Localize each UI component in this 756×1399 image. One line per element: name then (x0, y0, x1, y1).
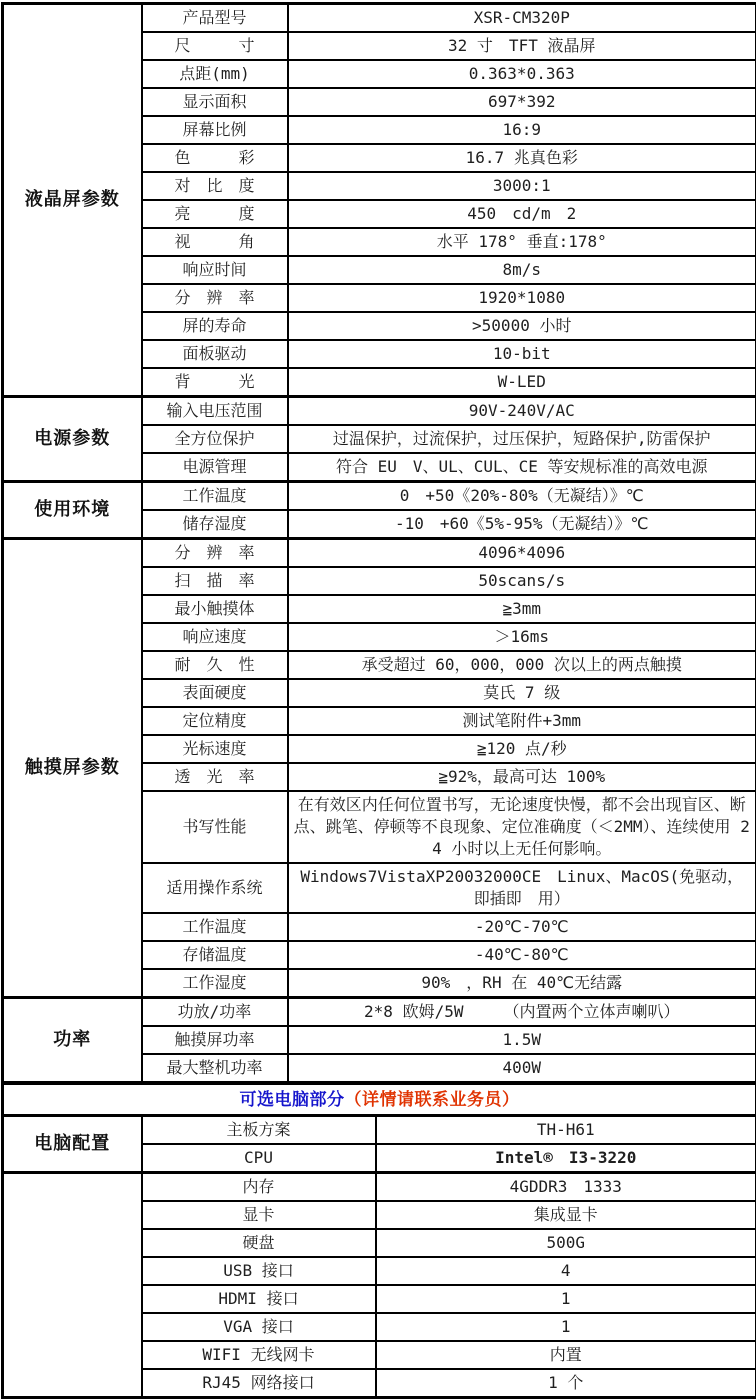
spec-label: 耐 久 性 (142, 651, 288, 679)
spec-label: 全方位保护 (142, 425, 288, 453)
spec-value: 水平 178° 垂直:178° (288, 228, 756, 256)
spec-label: 工作温度 (142, 482, 288, 511)
category-cell (3, 1173, 142, 1398)
spec-value: -10 +60《5%-95%（无凝结）》℃ (288, 510, 756, 539)
spec-label: 主板方案 (142, 1116, 376, 1145)
spec-value: 1 个 (376, 1369, 756, 1398)
optional-pc-label: 可选电脑部分 (240, 1090, 345, 1110)
spec-value: 过温保护，过流保护，过压保护，短路保护,防雷保护 (288, 425, 756, 453)
spec-value: 3000:1 (288, 172, 756, 200)
spec-value: -20℃-70℃ (288, 913, 756, 941)
spec-value: 内置 (376, 1341, 756, 1369)
spec-label: 硬盘 (142, 1229, 376, 1257)
spec-value: 莫氏 7 级 (288, 679, 756, 707)
optional-pc-banner-row (3, 1084, 756, 1116)
spec-label: 存储温度 (142, 941, 288, 969)
spec-label: 适用操作系统 (142, 863, 288, 913)
pc-config-table (1, 1083, 756, 1399)
spec-label: 最大整机功率 (142, 1054, 288, 1082)
spec-label: 响应速度 (142, 623, 288, 651)
spec-label: RJ45 网络接口 (142, 1369, 376, 1398)
category-cell: 电源参数 (3, 397, 142, 482)
spec-value: 32 寸 TFT 液晶屏 (288, 32, 756, 60)
spec-value: >50000 小时 (288, 312, 756, 340)
spec-value: 450 cd/m 2 (288, 200, 756, 228)
spec-value: 50scans/s (288, 567, 756, 595)
spec-value: 符合 EU V、UL、CUL、CE 等安规标准的高效电源 (288, 453, 756, 482)
spec-value: 16.7 兆真色彩 (288, 144, 756, 172)
spec-label: 显示面积 (142, 88, 288, 116)
spec-value: -40℃-80℃ (288, 941, 756, 969)
spec-value: 10-bit (288, 340, 756, 368)
spec-value: Windows7VistaXP20032000CE Linux、MacOS(免驱动，即插即 用） (288, 863, 756, 913)
optional-pc-banner-cell (3, 1084, 756, 1116)
spec-value: 1 (376, 1285, 756, 1313)
spec-value: 400W (288, 1054, 756, 1082)
spec-row (3, 397, 756, 426)
spec-label: 储存湿度 (142, 510, 288, 539)
category-cell: 触摸屏参数 (3, 539, 142, 998)
spec-label: USB 接口 (142, 1257, 376, 1285)
spec-label: 亮 度 (142, 200, 288, 228)
spec-label: 光标速度 (142, 735, 288, 763)
spec-label: 表面硬度 (142, 679, 288, 707)
spec-value: 90% ，RH 在 40℃无结露 (288, 969, 756, 998)
spec-label: 产品型号 (142, 4, 288, 33)
spec-label: 尺 寸 (142, 32, 288, 60)
spec-label: 工作温度 (142, 913, 288, 941)
spec-value: 承受超过 60，000，000 次以上的两点触摸 (288, 651, 756, 679)
spec-value: 测试笔附件+3mm (288, 707, 756, 735)
spec-value: 90V-240V/AC (288, 397, 756, 426)
spec-label: 分 辨 率 (142, 539, 288, 568)
spec-row (3, 1173, 756, 1202)
spec-value: ≧92%，最高可达 100% (288, 763, 756, 791)
spec-label: 显卡 (142, 1201, 376, 1229)
spec-row (3, 998, 756, 1027)
spec-value: ＞16ms (288, 623, 756, 651)
category-cell: 使用环境 (3, 482, 142, 539)
spec-value: 4096*4096 (288, 539, 756, 568)
spec-value: 16:9 (288, 116, 756, 144)
spec-row (3, 482, 756, 511)
spec-label: 功放/功率 (142, 998, 288, 1027)
spec-value: 1920*1080 (288, 284, 756, 312)
spec-label: 色 彩 (142, 144, 288, 172)
spec-label: 内存 (142, 1173, 376, 1202)
spec-label: 触摸屏功率 (142, 1026, 288, 1054)
spec-value: Intel® I3-3220 (376, 1144, 756, 1173)
contact-note: （详情请联系业务员） (345, 1090, 520, 1110)
spec-value: 500G (376, 1229, 756, 1257)
spec-label: 书写性能 (142, 791, 288, 863)
spec-value: TH-H61 (376, 1116, 756, 1145)
spec-value: 4 (376, 1257, 756, 1285)
spec-label: 透 光 率 (142, 763, 288, 791)
spec-label: 屏幕比例 (142, 116, 288, 144)
spec-label: WIFI 无线网卡 (142, 1341, 376, 1369)
spec-row (3, 1116, 756, 1145)
spec-label: VGA 接口 (142, 1313, 376, 1341)
spec-value: 0.363*0.363 (288, 60, 756, 88)
spec-value: 8m/s (288, 256, 756, 284)
spec-label: 分 辨 率 (142, 284, 288, 312)
pc-table-body (3, 1084, 756, 1398)
spec-value: 在有效区内任何位置书写，无论速度快慢，都不会出现盲区、断点、跳笔、停顿等不良现象、定位准确度（＜2MM）、连续使用 24 小时以上无任何影响。 (288, 791, 756, 863)
spec-label: CPU (142, 1144, 376, 1173)
spec-label: 定位精度 (142, 707, 288, 735)
spec-label: 电源管理 (142, 453, 288, 482)
spec-row (3, 539, 756, 568)
spec-label: 面板驱动 (142, 340, 288, 368)
spec-value: 2*8 欧姆/5W （内置两个立体声喇叭） (288, 998, 756, 1027)
spec-table-body (3, 4, 756, 1083)
spec-label: 点距(mm) (142, 60, 288, 88)
spec-label: 扫 描 率 (142, 567, 288, 595)
spec-value: ≧120 点/秒 (288, 735, 756, 763)
spec-table (1, 2, 756, 1083)
category-cell: 液晶屏参数 (3, 4, 142, 397)
spec-value: 1.5W (288, 1026, 756, 1054)
spec-label: 工作湿度 (142, 969, 288, 998)
spec-row (3, 4, 756, 33)
spec-value: 1 (376, 1313, 756, 1341)
spec-label: 屏的寿命 (142, 312, 288, 340)
spec-value: W-LED (288, 368, 756, 397)
spec-label: 输入电压范围 (142, 397, 288, 426)
spec-value: 4GDDR3 1333 (376, 1173, 756, 1202)
spec-label: 最小触摸体 (142, 595, 288, 623)
category-cell: 电脑配置 (3, 1116, 142, 1173)
spec-value: XSR-CM320P (288, 4, 756, 33)
spec-label: 视 角 (142, 228, 288, 256)
spec-value: 集成显卡 (376, 1201, 756, 1229)
spec-label: 响应时间 (142, 256, 288, 284)
spec-value: 0 +50《20%-80%（无凝结）》℃ (288, 482, 756, 511)
spec-label: 对 比 度 (142, 172, 288, 200)
spec-label: 背 光 (142, 368, 288, 397)
category-cell: 功率 (3, 998, 142, 1083)
spec-label: HDMI 接口 (142, 1285, 376, 1313)
spec-value: ≧3mm (288, 595, 756, 623)
spec-value: 697*392 (288, 88, 756, 116)
